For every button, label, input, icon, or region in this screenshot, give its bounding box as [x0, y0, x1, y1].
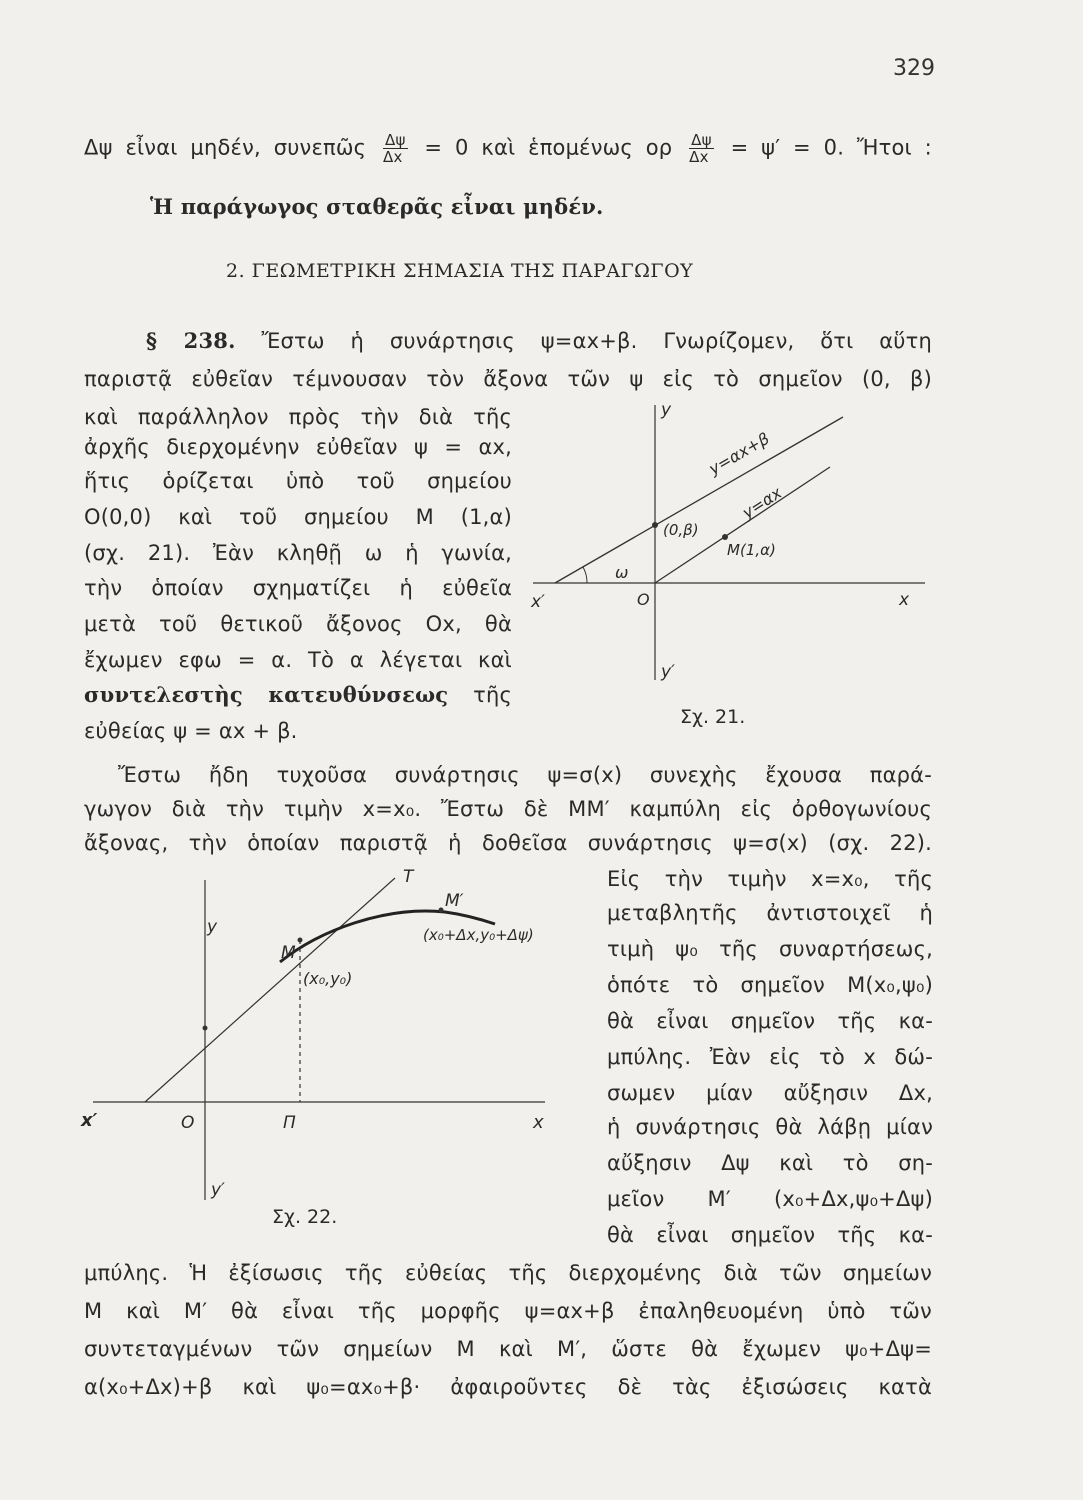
intro-pre: Δψ εἶναι μηδέν, συνεπῶς	[84, 135, 367, 160]
final-line-4: α(x₀+Δx)+β καὶ ψ₀=αx₀+β· ἀφαιροῦντες δὲ τὰς ἐξισώσεις κατὰ	[84, 1375, 932, 1399]
section-number: § 238.	[146, 328, 236, 353]
para2-line-1: Ἔστω ἤδη τυχοῦσα συνάρτησις ψ=σ(x) συνεχὴς ἔχουσα παρά-	[118, 763, 932, 787]
theorem-statement: Ἡ παράγωγος σταθερᾶς εἶναι μηδέν.	[150, 194, 604, 219]
para238-line-1	[146, 326, 932, 356]
section-title: 2. ΓΕΩΜΕΤΡΙΚΗ ΣΗΜΑΣΙΑ ΤΗΣ ΠΑΡΑΓΩΓΟΥ	[226, 260, 694, 282]
fig22-label-y-neg: y′	[211, 1180, 225, 1200]
fraction-1	[383, 132, 408, 165]
fig21-label-angle: ω	[615, 563, 629, 582]
para2-right-10: μεῖον M′ (x₀+Δx,ψ₀+Δψ)	[607, 1187, 933, 1211]
term-direction-coefficient: συντελεστὴς κατευθύνσεως	[84, 682, 449, 707]
fig22-label-m: M	[281, 943, 296, 963]
fig22-secant-line	[145, 878, 395, 1102]
figure-22	[75, 860, 575, 1220]
fraction-1-den: Δx	[383, 148, 403, 166]
fig21-label-origin: O	[637, 590, 650, 609]
para2-line-2: γωγον διὰ τὴν τιμὴν x=x₀. Ἔστω δὲ MM′ καμπύλη εἰς ὀρθογωνίους	[84, 797, 932, 821]
intro-mid: = 0 καὶ ἑπομένως ορ	[424, 135, 673, 160]
fig22-label-x: x	[533, 1112, 544, 1133]
para2-right-1: Εἰς τὴν τιμὴν x=x₀, τῆς	[607, 867, 933, 891]
fig21-label-x-neg: x′	[531, 592, 545, 612]
fig22-label-m-coords: (x₀,y₀)	[303, 969, 353, 988]
para238-line-8: τὴν ὁποίαν σχηματίζει ἡ εὐθεῖα	[84, 576, 512, 600]
final-line-2: M καὶ M′ θὰ εἶναι τῆς μορφῆς ψ=αx+β ἐπαληθευομένη ὑπὸ τῶν	[84, 1299, 932, 1323]
fig22-label-origin: O	[181, 1113, 195, 1133]
para2-right-5: θὰ εἶναι σημεῖον τῆς κα-	[607, 1009, 933, 1033]
para2-right-7: σωμεν μίαν αὔξησιν Δx,	[607, 1081, 933, 1105]
para2-right-11: θὰ εἶναι σημεῖον τῆς κα-	[607, 1223, 933, 1247]
fig22-label-x-neg: x′	[81, 1110, 98, 1131]
fig21-caption: Σχ. 21.	[680, 706, 746, 728]
para238-line-11	[84, 680, 512, 710]
para2-right-3: τιμὴ ψ₀ τῆς συναρτήσεως,	[607, 937, 933, 961]
fig21-label-point-b: (0,β)	[663, 521, 699, 539]
fig21-label-x: x	[899, 590, 910, 610]
fig22-label-m-prime: M′	[445, 891, 464, 911]
para2-right-2: μεταβλητῆς ἀντιστοιχεῖ ἡ	[607, 901, 933, 925]
fig21-point-b	[652, 522, 658, 528]
fig22-point-y-intercept	[203, 1026, 208, 1031]
fig21-point-m	[722, 534, 728, 540]
fraction-2	[689, 132, 714, 165]
fig21-angle-arc	[583, 567, 587, 583]
fig21-label-y: y	[661, 400, 672, 420]
para238-line-12: εὐθείας ψ = αx + β.	[84, 719, 298, 743]
para238-line-10: ἔχωμεν εφω = α. Τὸ α λέγεται καὶ	[84, 648, 512, 672]
page-number: 329	[893, 56, 935, 81]
fig22-label-y: y	[207, 917, 218, 937]
figure-21	[525, 395, 935, 695]
para238-line-9: μετὰ τοῦ θετικοῦ ἄξονος Ox, θὰ	[84, 612, 512, 636]
fig21-line-upper	[555, 417, 843, 583]
fig22-label-pi: Π	[283, 1113, 296, 1133]
fig21-label-point-m: M(1,α)	[727, 541, 776, 559]
para238-line-7: (σχ. 21). Ἐὰν κληθῇ ω ἡ γωνία,	[84, 541, 512, 565]
fraction-1-num: Δψ	[385, 131, 406, 149]
para2-right-8: ἡ συνάρτησις θὰ λάβῃ μίαν	[607, 1115, 933, 1139]
para238-line-6: O(0,0) καὶ τοῦ σημείου M (1,α)	[84, 505, 512, 529]
fig21-label-y-neg: y′	[661, 662, 675, 682]
fraction-2-den: Δx	[689, 148, 709, 166]
para238-l11-rest: τῆς	[473, 683, 512, 707]
para2-line-3: ἄξονας, τὴν ὁποίαν παριστᾷ ἡ δοθεῖσα συνάρτησις ψ=σ(x) (σχ. 22).	[84, 831, 932, 855]
para2-right-4: ὁπότε τὸ σημεῖον M(x₀,ψ₀)	[607, 973, 933, 997]
fig22-point-m-prime	[439, 908, 444, 913]
final-line-3: συντεταγμένων τῶν σημείων M καὶ M′, ὥστε θὰ ἔχωμεν ψ₀+Δψ=	[84, 1337, 932, 1361]
fig22-label-t: T	[403, 867, 414, 887]
fig22-label-mp-coords: (x₀+Δx,y₀+Δψ)	[423, 926, 534, 944]
fig21-label-line-lower: y=αx	[738, 483, 786, 523]
para238-line-3: καὶ παράλληλον πρὸς τὴν διὰ τῆς	[84, 405, 512, 429]
fig22-point-m	[298, 938, 303, 943]
para238-l1: Ἔστω ἡ συνάρτησις ψ=αx+β. Γνωρίζομεν, ὅτι αὕτη	[261, 329, 932, 353]
para238-line-5: ἥτις ὁρίζεται ὑπὸ τοῦ σημείου	[84, 469, 512, 493]
para2-right-9: αὔξησιν Δψ καὶ τὸ ση-	[607, 1151, 933, 1175]
para238-line-2: παριστᾷ εὐθεῖαν τέμνουσαν τὸν ἄξονα τῶν ψ εἰς τὸ σημεῖον (0, β)	[84, 367, 932, 391]
fraction-2-num: Δψ	[691, 131, 712, 149]
final-line-1: μπύλης. Ἡ ἐξίσωσις τῆς εὐθείας τῆς διερχομένης διὰ τῶν σημείων	[84, 1261, 932, 1285]
para2-right-6: μπύλης. Ἐὰν εἰς τὸ x δώ-	[607, 1045, 933, 1069]
fig22-caption: Σχ. 22.	[272, 1206, 338, 1228]
intro-post: = ψ′ = 0. Ἤτοι :	[730, 135, 932, 160]
para238-line-4: ἀρχῆς διερχομένην εὐθεῖαν ψ = αx,	[84, 435, 512, 459]
intro-line	[84, 132, 932, 165]
fig21-label-line-upper: y=αx+β	[705, 428, 773, 479]
